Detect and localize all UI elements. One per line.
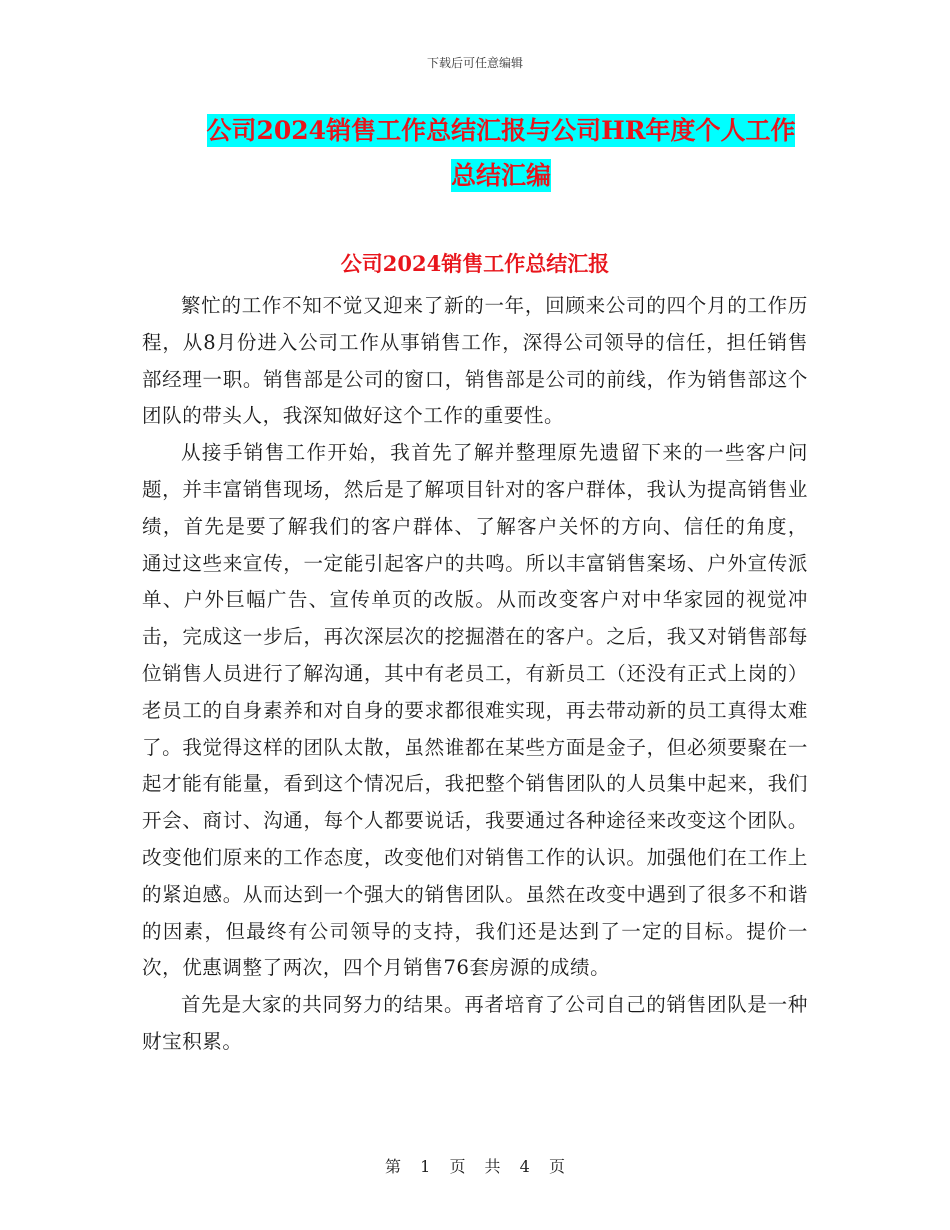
footer-suffix: 页: [548, 1157, 565, 1176]
body-text: [142, 288, 808, 1061]
paragraph: 从接手销售工作开始，我首先了解并整理原先遗留下来的一些客户问题，并丰富销售现场，然后是了解项目针对的客户群体，我认为提高销售业绩，首先是要了解我们的客户群体、了解客户关怀的方向、信任的角度， 通过这些来宣传，一定能引起客户的共鸣。所以丰富销售案场、户外宣传派单、户外巨幅广告、宣传单页的改版。从而改变客户对中华家园的视觉冲击，完成这一步后，再次深层次的挖掘潜在的客户。之后，我又对销售部每位销售人员进行了解沟通，其中有老员工，有新员工（还没有正式上岗的）老员工的自身素养和对自身的要求都很难实现，再去带动新的员工真得太难了。我觉得这样的团队太散，虽然谁都在某些方面是金子，但必须要聚在一起才能有能量，看到这个情况后，我把整个销售团队的人员集中起来，我们开会、商讨、沟通，每个人都要说话，我要通过各种途径来改变这个团队。改变他们原来的工作态度，改变他们对销售工作的认识。加强他们在工作上的紧迫感。从而达到一个强大的销售团队。虽然在改变中遇到了很多不和谐的因素，但最终有公司领导的支持，我们还是达到了一定的目标。提价一次，优惠调整了两次，四个月销售76套房源的成绩。: [142, 441, 808, 980]
footer-prefix: 第: [385, 1157, 402, 1176]
paragraph: 繁忙的工作不知不觉又迎来了新的一年，回顾来公司的四个月的工作历程，从8月份进入公司工作从事销售工作，深得公司领导的信任，担任销售部经理一职。销售部是公司的窗口，销售部是公司的前线，作为销售部这个团队的带头人，我深知做好这个工作的重要性。: [142, 294, 808, 428]
section-title: 公司2024销售工作总结汇报: [340, 251, 610, 276]
paragraph: 首先是大家的共同努力的结果。再者培育了公司自己的销售团队是一种财宝积累。: [142, 993, 808, 1053]
document-title: [196, 108, 806, 198]
footer-total-label: 共: [484, 1157, 501, 1176]
page-footer: [0, 1154, 950, 1177]
footer-page-number: 1: [420, 1157, 431, 1176]
header-note: 下载后可任意编辑: [426, 56, 523, 70]
document-title-line-1: 公司2024销售工作总结汇报与公司HR年度个人工作: [206, 116, 796, 145]
footer-page-label: 页: [449, 1157, 466, 1176]
document-title-line-2: 总结汇编: [450, 161, 551, 190]
footer-total-pages: 4: [519, 1157, 530, 1176]
